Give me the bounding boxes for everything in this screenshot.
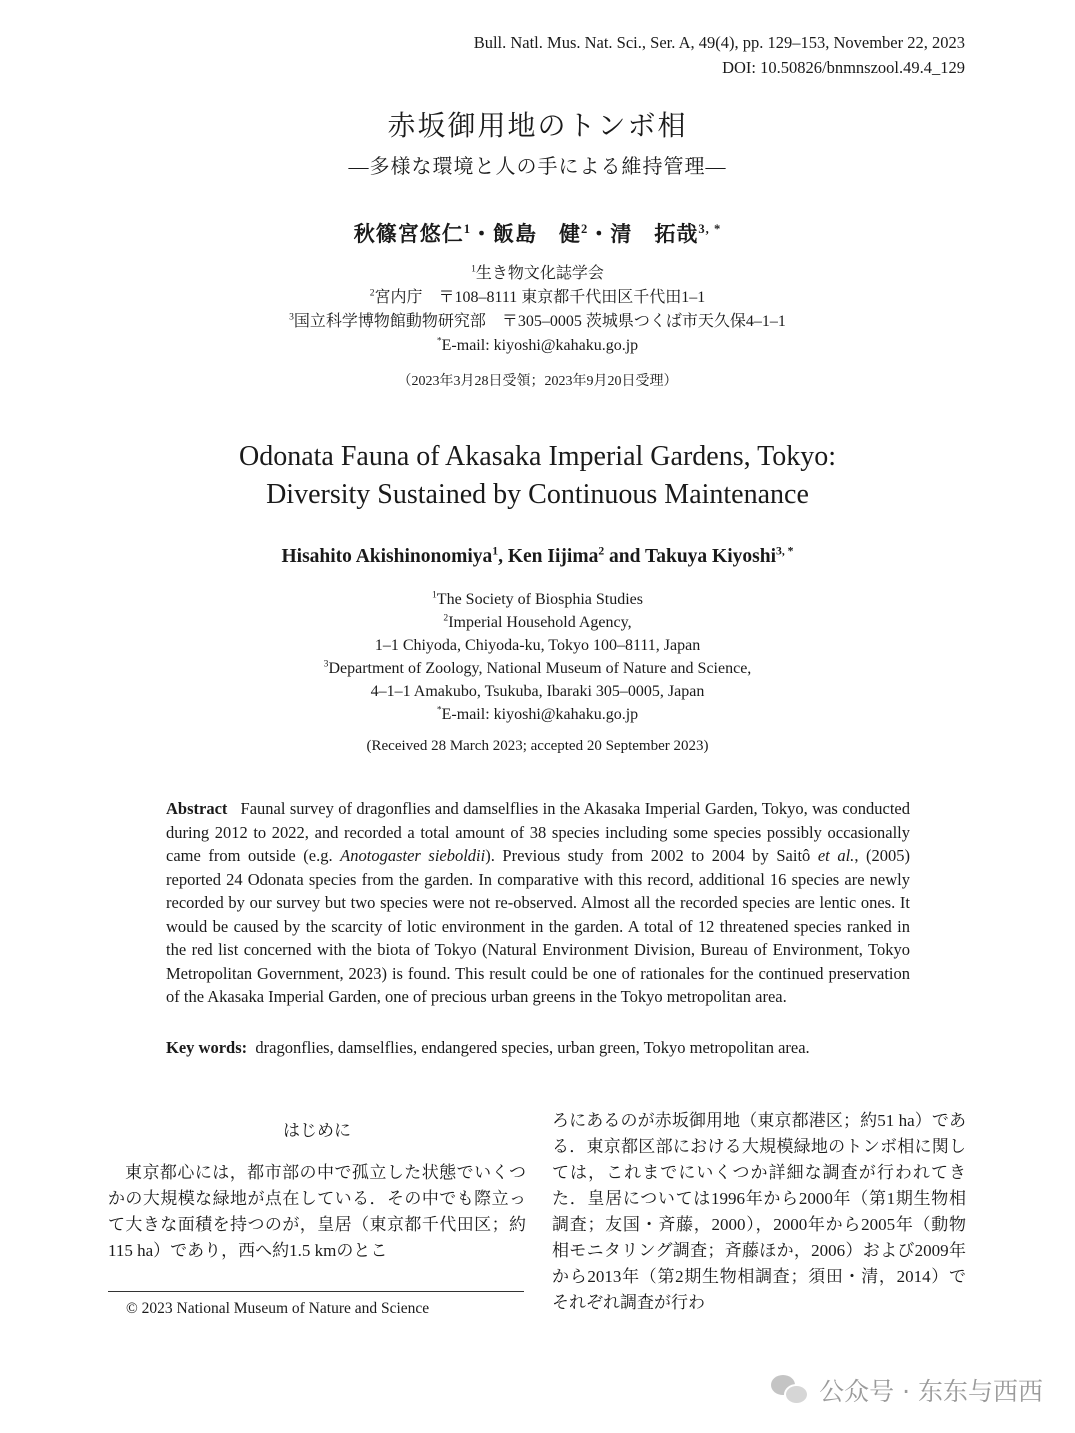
affiliation-text: 生き物文化誌学会	[475, 265, 604, 282]
author-text: Hisahito Akishinonomiya	[281, 546, 493, 567]
author-name	[281, 546, 498, 567]
superscript-marker: 2	[581, 222, 589, 236]
affiliation-line	[0, 334, 1075, 358]
author-name	[354, 222, 471, 246]
superscript-marker: 1	[463, 222, 472, 236]
watermark	[771, 1372, 1043, 1408]
copyright-notice: © 2023 National Museum of Nature and Science	[126, 1300, 430, 1317]
author-text: 清 拓哉	[610, 222, 699, 246]
author-text: 飯島 健	[493, 222, 582, 246]
affiliation-text: The Society of Biosphia Studies	[436, 591, 643, 608]
abstract-et-al: et al.	[817, 846, 855, 865]
abstract-text-3: , (2005) reported 24 Odonata species from the garden. In comparative with this record, additional 16 species are newly recorded by our survey but two species were not re-observed. Almost all the recorded species are lentic ones. It would be caused by the scarcity of lotic environment in the garden. A total of 12 threatened species ranked in the red list concerned with the biota of Tokyo (Natural Environment Division, Bureau of Environment, Tokyo Metropolitan Government, 2023) is found. This result could be one of rationales for the continued preservation of the Akasaka Imperial Garden, one of precious urban greens in the Tokyo metropolitan area.	[166, 846, 911, 1006]
body-left-column	[108, 1118, 526, 1264]
author-separator: and	[604, 546, 646, 567]
affiliation-text: 国立科学博物館動物研究部 〒305–0005 茨城県つくば市天久保4–1–1	[293, 313, 786, 330]
superscript-marker: *	[436, 704, 442, 716]
affiliation-text: 宮内庁 〒108–8111 東京都千代田区千代田1–1	[374, 289, 706, 306]
affiliation-line	[0, 703, 1075, 726]
jp-received-date: （2023年3月28日受領；2023年9月20日受理）	[397, 374, 678, 389]
affiliation-line	[0, 611, 1075, 634]
abstract-species-name: Anotogaster sieboldii	[340, 846, 486, 865]
author-text: Takuya Kiyoshi	[645, 546, 776, 567]
affiliation-line: 1–1 Chiyoda, Chiyoda-ku, Tokyo 100–8111, Japan	[374, 637, 701, 654]
en-title-line-1: Odonata Fauna of Akasaka Imperial Gardens, Tokyo:	[238, 441, 837, 472]
journal-doi: DOI: 10.50826/bnmnszool.49.4_129	[722, 58, 965, 77]
affiliation-line	[0, 262, 1075, 286]
superscript-marker: 3, *	[775, 544, 794, 558]
affiliation-line	[0, 310, 1075, 334]
author-separator: ・	[471, 222, 494, 246]
jp-title: 赤坂御用地のトンボ相	[387, 111, 688, 142]
jp-affiliations	[0, 262, 1075, 358]
affiliation-text: E-mail: kiyoshi@kahaku.go.jp	[441, 337, 639, 354]
section-heading-introduction: はじめに	[283, 1121, 351, 1140]
affiliation-line: 4–1–1 Amakubo, Tsukuba, Ibaraki 305–0005, Japan	[370, 683, 705, 700]
keywords-text: dragonflies, damselflies, endangered species, urban green, Tokyo metropolitan area.	[255, 1038, 810, 1057]
author-name	[610, 222, 721, 246]
superscript-marker: 2	[598, 544, 605, 558]
footnote-divider	[108, 1291, 524, 1292]
affiliation-text: Department of Zoology, National Museum of Nature and Science,	[328, 660, 752, 677]
affiliation-text: Imperial Household Agency,	[448, 614, 632, 631]
affiliation-line	[0, 657, 1075, 680]
author-separator: ,	[498, 546, 508, 567]
abstract-label: Abstract	[166, 799, 228, 818]
journal-header	[474, 30, 965, 80]
en-title-line-2: Diversity Sustained by Continuous Maintenance	[266, 479, 809, 510]
author-name	[645, 546, 794, 567]
superscript-marker: 1	[432, 589, 437, 601]
superscript-marker: 1	[492, 544, 499, 558]
superscript-marker: 2	[369, 287, 375, 299]
watermark-text: 公众号 · 东东与西西	[819, 1377, 1043, 1406]
keywords-label: Key words:	[166, 1038, 248, 1057]
author-separator: ・	[588, 222, 611, 246]
intro-paragraph-left: 東京都心には，都市部の中で孤立した状態でいくつかの大規模な緑地が点在している．その中でも際立って大きな面積を持つのが，皇居（東京都千代田区；約115 ha）であり，西へ約1.5 kmのとこ	[108, 1163, 526, 1260]
wechat-icon	[771, 1375, 809, 1405]
author-text: Ken Iijima	[507, 546, 599, 567]
superscript-marker: 2	[443, 612, 449, 624]
en-title	[0, 438, 1075, 514]
author-text: 秋篠宮悠仁	[353, 222, 464, 246]
author-name	[493, 222, 588, 246]
en-authors	[0, 546, 1075, 568]
affiliation-line	[0, 588, 1075, 611]
abstract-text-1: Faunal survey of dragonflies and damselflies in the Akasaka Imperial Garden, Tokyo, was conducted during 2012 to 2022, and recorded a total amount of 38 species including some species possibly occasionally came from outside (e.g.	[166, 799, 910, 865]
superscript-marker: 3	[323, 658, 329, 670]
journal-citation: Bull. Natl. Mus. Nat. Sci., Ser. A, 49(4), pp. 129–153, November 22, 2023	[473, 33, 965, 52]
author-name	[508, 546, 604, 567]
affiliation-text: E-mail: kiyoshi@kahaku.go.jp	[441, 706, 639, 723]
en-received-date: (Received 28 March 2023; accepted 20 September 2023)	[366, 738, 709, 754]
abstract	[166, 797, 910, 1009]
jp-authors	[0, 218, 1075, 248]
abstract-text-2: ). Previous study from 2002 to 2004 by Saitô	[485, 846, 818, 865]
superscript-marker: 3	[289, 311, 294, 323]
affiliation-line	[0, 286, 1075, 310]
jp-subtitle: —多様な環境と人の手による維持管理—	[348, 156, 727, 178]
keywords	[166, 1038, 926, 1058]
intro-paragraph-right: ろにあるのが赤坂御用地（東京都港区；約51 ha）である．東京都区部における大規模緑地のトンボ相に関しては，これまでにいくつか詳細な調査が行われてきた．皇居については1996年から2000年（第1期生物相調査；友国・斉藤，2000），2000年から2005年（動物相モニタリング調査；斉藤ほか，2006）および2009年から2013年（第2期生物相調査；須田・清，2014）でそれぞれ調査が行わ	[552, 1111, 966, 1312]
superscript-marker: 3, *	[698, 222, 722, 236]
en-affiliations	[0, 588, 1075, 726]
superscript-marker: *	[436, 335, 442, 347]
superscript-marker: 1	[471, 263, 476, 275]
